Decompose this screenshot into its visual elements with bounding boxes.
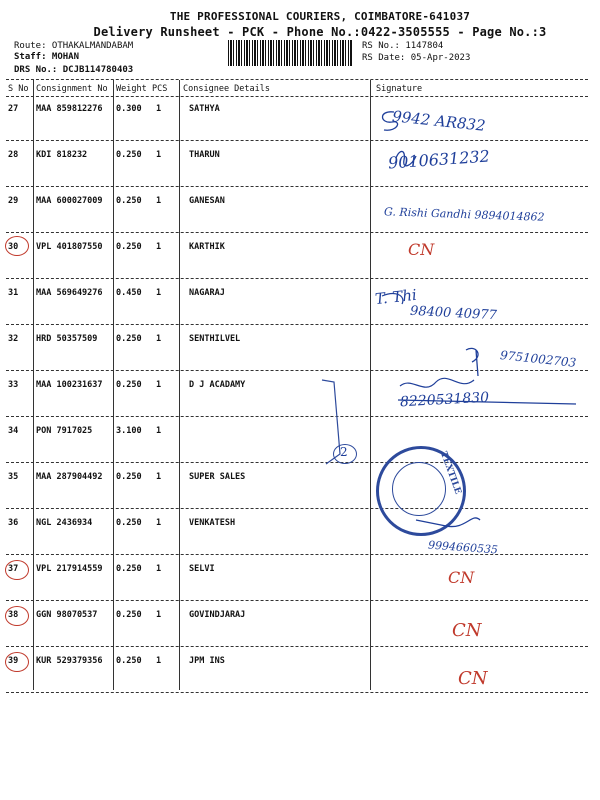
cell-sno: 32 (8, 334, 19, 344)
cell-pcs: 1 (156, 196, 162, 206)
col-sep-1 (33, 80, 34, 690)
signature-31-name: T. Thi (374, 285, 418, 309)
runsheet-title: Delivery Runsheet - PCK - Phone No.:0422-3505555 - Page No.:3 (93, 25, 547, 39)
cell-consignment: MAA 287904492 (36, 472, 103, 482)
rs-date: RS Date: 05-Apr-2023 (362, 53, 471, 63)
cell-consignment: GGN 98070537 (36, 610, 98, 620)
cell-sno: 37 (8, 564, 19, 574)
staff-text: Staff: MOHAN (14, 52, 80, 62)
cell-sno: 38 (8, 610, 19, 620)
cell-consignee: VENKATESH (189, 518, 236, 528)
sno-circle-39 (5, 652, 29, 672)
cell-consignment: VPL 217914559 (36, 564, 103, 574)
cn-mark-38: CN (452, 620, 482, 641)
cell-weight: 0.250 (116, 518, 142, 528)
stamp-text: TEXTILE (437, 450, 463, 496)
cell-sno: 36 (8, 518, 19, 528)
col-sep-3 (179, 80, 180, 690)
cn-mark-30: CN (408, 240, 435, 259)
cell-pcs: 1 (156, 472, 162, 482)
cell-weight: 0.250 (116, 610, 142, 620)
row-divider (6, 692, 588, 693)
cell-consignee: NAGARAJ (189, 288, 225, 298)
barcode (228, 40, 352, 66)
cell-pcs: 1 (156, 242, 162, 252)
cell-consignment: MAA 859812276 (36, 104, 103, 114)
cell-consignment: KDI 818232 (36, 150, 88, 160)
cell-weight: 0.250 (116, 334, 142, 344)
cell-consignment: KUR 529379356 (36, 656, 103, 666)
cell-consignment: HRD 50357509 (36, 334, 98, 344)
col-header-consignment: Consignment No (36, 84, 108, 94)
drs-number: DRS No.: DCJB114780403 (14, 65, 134, 75)
cell-sno: 33 (8, 380, 19, 390)
cell-sno: 30 (8, 242, 19, 252)
cell-sno: 29 (8, 196, 19, 206)
cell-consignment: MAA 569649276 (36, 288, 103, 298)
cell-pcs: 1 (156, 288, 162, 298)
cell-pcs: 1 (156, 656, 162, 666)
signature-36-phone: 9994660535 (427, 538, 499, 557)
col-sep-2 (113, 80, 114, 690)
signature-31-phone: 98400 40977 (409, 303, 498, 324)
col-header-weight: Weight (116, 84, 147, 94)
cell-consignee: D J ACADAMY (189, 380, 246, 390)
cell-pcs: 1 (156, 518, 162, 528)
cell-pcs: 1 (156, 564, 162, 574)
sno-circle-30 (5, 236, 29, 256)
header-divider-bottom (6, 96, 588, 97)
cell-pcs: 1 (156, 104, 162, 114)
cell-consignment: VPL 401807550 (36, 242, 103, 252)
signature-scribbles (376, 100, 590, 560)
company-title: THE PROFESSIONAL COURIERS, COIMBATORE-641037 (169, 10, 471, 23)
cell-consignee: KARTHIK (189, 242, 225, 252)
col-sep-4 (370, 80, 371, 690)
sno-circle-38 (5, 606, 29, 626)
col-header-consignee: Consignee Details (183, 84, 270, 94)
cell-pcs: 1 (156, 426, 162, 436)
cell-weight: 0.250 (116, 242, 142, 252)
cell-sno: 39 (8, 656, 19, 666)
cell-weight: 0.250 (116, 150, 142, 160)
cell-sno: 28 (8, 150, 19, 160)
signature-28: 9010631232 (387, 146, 491, 173)
cell-consignment: MAA 600027009 (36, 196, 103, 206)
rs-number: RS No.: 1147804 (362, 41, 444, 51)
cn-mark-37: CN (448, 568, 475, 587)
row-divider (6, 600, 588, 601)
cell-consignee: SATHYA (189, 104, 220, 114)
cell-pcs: 1 (156, 334, 162, 344)
cell-weight: 0.250 (116, 564, 142, 574)
cell-pcs: 1 (156, 150, 162, 160)
signature-29: G. Rishi Gandhi 9894014862 (383, 205, 545, 224)
cell-weight: 0.250 (116, 196, 142, 206)
cell-consignee: SENTHILVEL (189, 334, 241, 344)
cell-consignee: GANESAN (189, 196, 225, 206)
cell-sno: 34 (8, 426, 19, 436)
cell-weight: 0.250 (116, 380, 142, 390)
cell-pcs: 1 (156, 380, 162, 390)
sno-circle-37 (5, 560, 29, 580)
cell-consignment: NGL 2436934 (36, 518, 93, 528)
col-header-pcs: PCS (152, 84, 168, 94)
route-text: Route: OTHAKALMANDABAM (14, 41, 134, 51)
row-divider (6, 646, 588, 647)
cell-weight: 0.250 (116, 656, 142, 666)
cell-sno: 27 (8, 104, 19, 114)
cell-consignment: PON 7917025 (36, 426, 93, 436)
col-header-signature: Signature (376, 84, 423, 94)
signature-32-phone: 9751002703 (499, 348, 577, 370)
cell-weight: 3.100 (116, 426, 142, 436)
cell-consignee: SUPER SALES (189, 472, 246, 482)
col-header-sno: S No (8, 84, 29, 94)
cell-sno: 31 (8, 288, 19, 298)
cell-weight: 0.250 (116, 472, 142, 482)
cell-sno: 35 (8, 472, 19, 482)
cn-mark-39: CN (458, 668, 488, 689)
cell-consignee: SELVI (189, 564, 215, 574)
cell-consignee: GOVINDJARAJ (189, 610, 246, 620)
cell-consignment: MAA 100231637 (36, 380, 103, 390)
cell-pcs: 1 (156, 610, 162, 620)
circled-number-text: 2 (340, 445, 348, 459)
cell-weight: 0.300 (116, 104, 142, 114)
cell-consignee: JPM INS (189, 656, 225, 666)
signature-33-phone: 8220531830 (399, 389, 490, 411)
signature-27: 9942 AR832 (391, 107, 487, 135)
cell-consignee: THARUN (189, 150, 220, 160)
header-divider-top (6, 79, 588, 80)
cell-weight: 0.450 (116, 288, 142, 298)
